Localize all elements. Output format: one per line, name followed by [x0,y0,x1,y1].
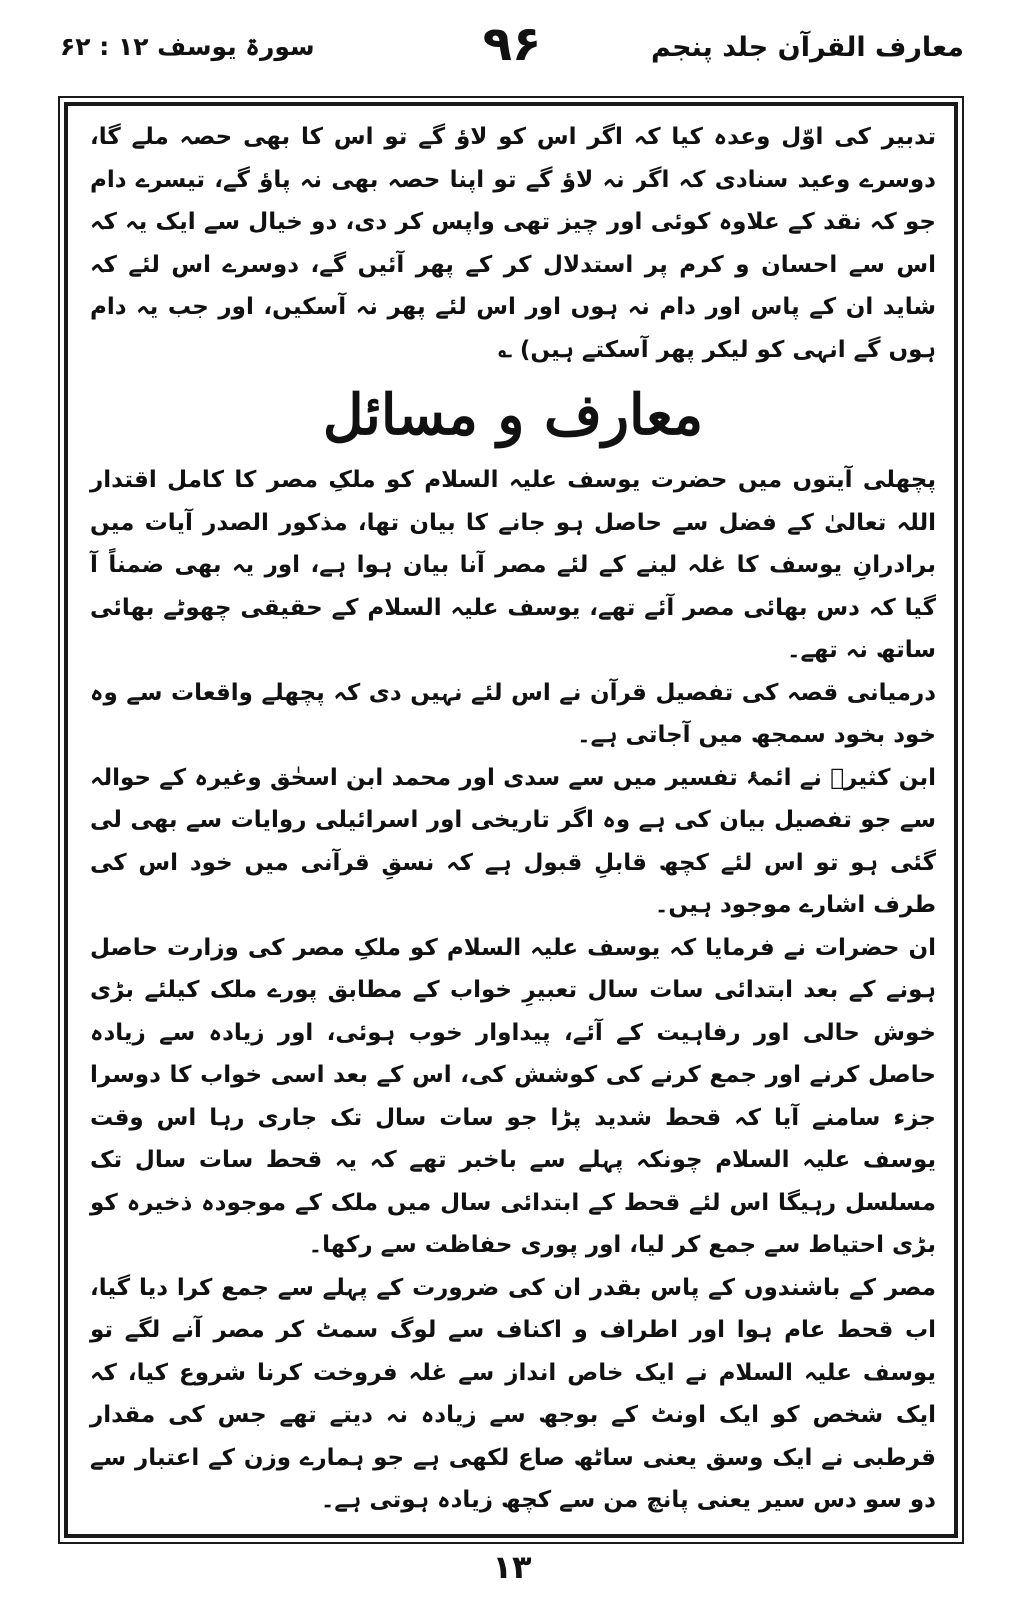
sheet-number: ۱۳ [492,1548,532,1586]
section-heading: معارف و مسائل [322,382,704,448]
page-border-inner [64,102,958,1538]
paragraph-4: ان حضرات نے فرمایا کہ یوسف علیہ السلام کو ملکِ مصر کی وزارت حاصل ہونے کے بعد ابتدائی سات سال تعبیرِ خواب کے مطابق پورے ملک کیلئے بڑی خوش حالی اور رفاہیت کے آئے، پیداوار خوب ہوئی، اور زیادہ سے زیادہ حاصل کرنے اور جمع کرنے کی کوشش کی، اس کے بعد اسی خواب کا دوسرا جزء سامنے آیا کہ قحط شدید پڑا جو سات سال تک جاری رہا اس وقت یوسف علیہ السلام چونکہ پہلے سے باخبر تھے کہ یہ قحط سات سال تک مسلسل رہیگا اس لئے قحط کے ابتدائی سال میں ملک کے موجودہ ذخیرہ کو بڑی احتیاط سے جمع کر لیا، اور پوری حفاظت سے رکھا۔ [90,934,936,1258]
book-title: معارف القرآن جلد پنجم [651,32,964,63]
paragraph-1: پچھلی آیتوں میں حضرت یوسف علیہ السلام کو ملکِ مصر کا کامل اقتدار اللہ تعالیٰ کے فضل سے حاصل ہو جانے کا بیان تھا، مذکور الصدر آیات میں برادرانِ یوسف کا غلہ لینے کے لئے مصر آنا بیان ہوا ہے، اور یہ بھی ضمناً آ گیا کہ دس بھائی مصر آئے تھے، یوسف علیہ السلام کے حقیقی چھوٹے بھائی ساتھ نہ تھے۔ [90,467,936,663]
page-body [90,116,936,1522]
paragraph-2: درمیانی قصہ کی تفصیل قرآن نے اس لئے نہیں دی کہ پچھلے واقعات سے وہ خود بخود سمجھ میں آجاتی ہے۔ [90,679,936,748]
surah-reference: سورۃ یوسف ۱۲ : ۶۲ [60,32,315,61]
paragraph-5: مصر کے باشندوں کے پاس بقدر ان کی ضرورت کے پہلے سے جمع کرا دیا گیا، اب قحط عام ہوا اور اطراف و اکناف سے لوگ سمٹ کر مصر آنے لگے تو یوسف علیہ السلام نے ایک خاص انداز سے غلہ فروخت کرنا شروع کیا، کہ ایک شخص کو ایک اونٹ کے بوجھ سے زیادہ نہ دیتے تھے جس کی مقدار قرطبی نے ایک وسق یعنی ساٹھ صاع لکھی ہے جو ہمارے وزن کے اعتبار سے دو سو دس سیر یعنی پانچ من سے کچھ زیادہ ہوتی ہے۔ [90,1274,936,1513]
page-header [60,16,964,82]
paragraph-3: ابن کثیرؒ نے ائمۂ تفسیر میں سے سدی اور محمد ابن اسحٰق وغیرہ کے حوالہ سے جو تفصیل بیان کی ہے وہ اگر تاریخی اور اسرائیلی روایات سے بھی لی گئی ہو تو اس لئے کچھ قابلِ قبول ہے کہ نسقِ قرآنی میں خود اس کی طرف اشارے موجود ہیں۔ [90,764,936,918]
page-number: ۹۶ [482,16,542,72]
intro-paragraph: تدبیر کی اوّل وعدہ کیا کہ اگر اس کو لاؤ گے تو اس کا بھی حصہ ملے گا، دوسرے وعید سنادی کہ اگر نہ لاؤ گے تو اپنا حصہ بھی نہ پاؤ گے، تیسرے دام جو کہ نقد کے علاوہ کوئی اور چیز تھی واپس کر دی، دو خیال سے ایک یہ کہ اس سے احسان و کرم پر استدلال کر کے پھر آئیں گے، دوسرے اس لئے کہ شاید ان کے پاس اور دام نہ ہوں اور اس لئے پھر نہ آسکیں، اور جب یہ دام ہوں گے انہی کو لیکر پھر آسکتے ہیں) ؎ [90,124,936,363]
